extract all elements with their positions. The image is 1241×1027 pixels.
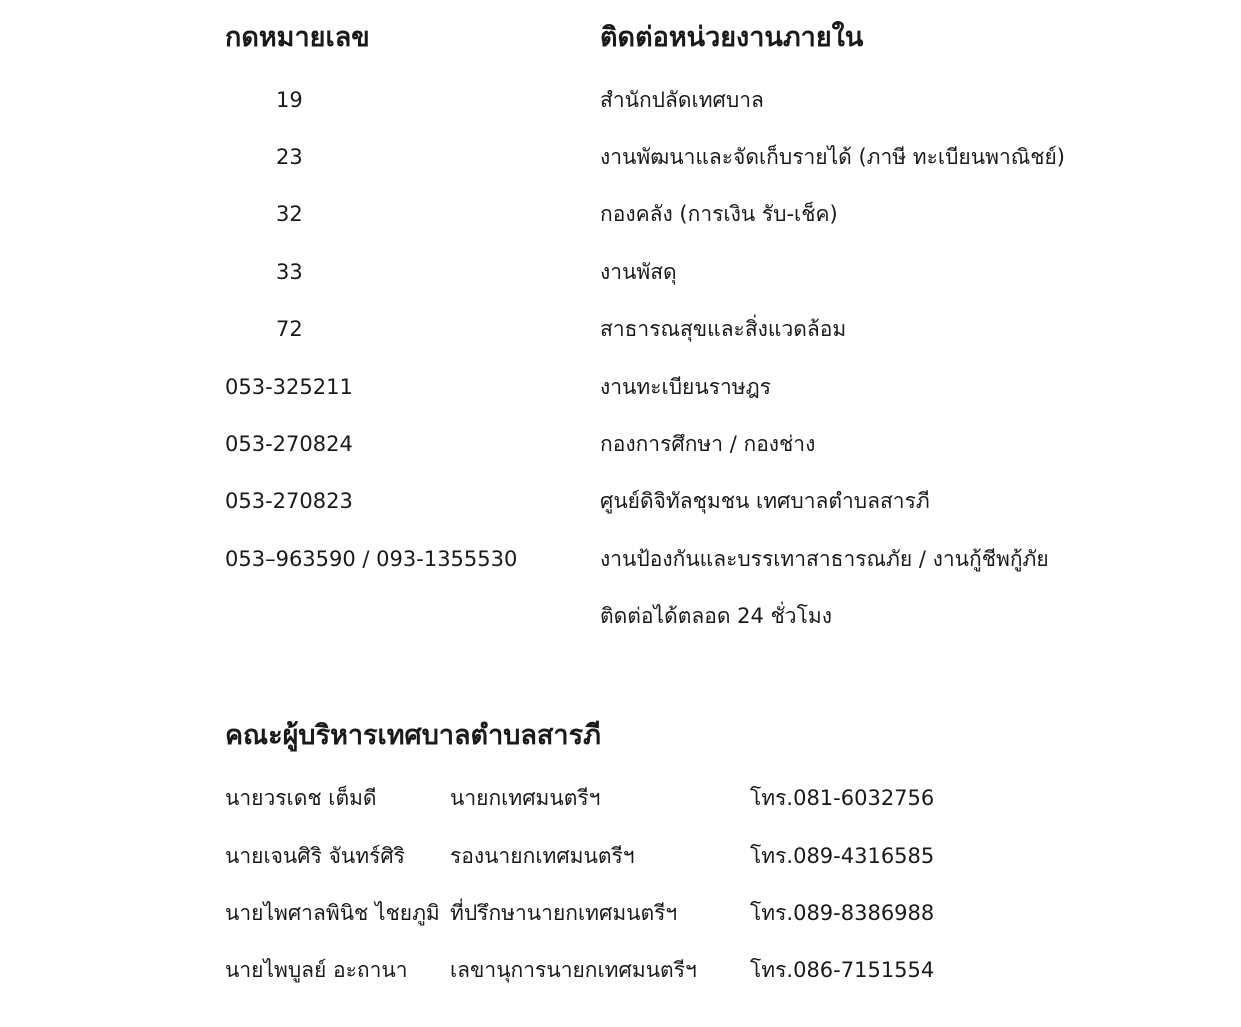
contact-department: งานพัฒนาและจัดเก็บรายได้ (ภาษี ทะเบียนพาณิชย์) [600,145,1065,169]
contact-department: สาธารณสุขและสิ่งแวดล้อม [600,317,847,341]
executives-title: คณะผู้บริหารเทศบาลตำบลสารภี [225,720,601,751]
executive-name: นายไพบูลย์ อะถานา [225,958,408,982]
executive-phone: โทร.086-7151554 [750,958,935,982]
executive-name: นายเจนศิริ จันทร์ศิริ [225,844,405,868]
contact-number: 32 [276,202,303,226]
header-department: ติดต่อหน่วยงานภายใน [600,22,864,53]
contact-number: 053-270824 [225,432,353,456]
executive-position: ที่ปรึกษานายกเทศมนตรีฯ [450,901,678,925]
executive-phone: โทร.089-8386988 [750,901,935,925]
contact-department: กองการศึกษา / กองช่าง [600,432,816,456]
executive-position: รองนายกเทศมนตรีฯ [450,844,635,868]
executive-name: นายวรเดช เต็มดี [225,786,377,810]
contact-number: 053–963590 / 093-1355530 [225,547,518,571]
contact-department: งานพัสดุ [600,260,677,284]
contact-department: สำนักปลัดเทศบาล [600,88,764,112]
contact-number: 053-325211 [225,375,353,399]
executive-name: นายไพศาลพินิช ไชยภูมิ [225,901,440,925]
executive-position: เลขานุการนายกเทศมนตรีฯ [450,958,697,982]
contact-number: 19 [276,88,303,112]
contact-department: งานป้องกันและบรรเทาสาธารณภัย / งานกู้ชีพกู้ภัย [600,547,1049,571]
contact-number: 72 [276,317,303,341]
executive-phone: โทร.089-4316585 [750,844,935,868]
contact-department: ศูนย์ดิจิทัลชุมชน เทศบาลตำบลสารภี [600,489,930,513]
executive-phone: โทร.081-6032756 [750,786,935,810]
contact-department: กองคลัง (การเงิน รับ-เช็ค) [600,202,838,226]
contact-department: งานทะเบียนราษฎร [600,375,771,399]
contact-number: 23 [276,145,303,169]
executive-position: นายกเทศมนตรีฯ [450,786,601,810]
contact-note: ติดต่อได้ตลอด 24 ชั่วโมง [600,604,832,628]
header-number: กดหมายเลข [225,22,370,53]
contact-number: 33 [276,260,303,284]
contact-number: 053-270823 [225,489,353,513]
